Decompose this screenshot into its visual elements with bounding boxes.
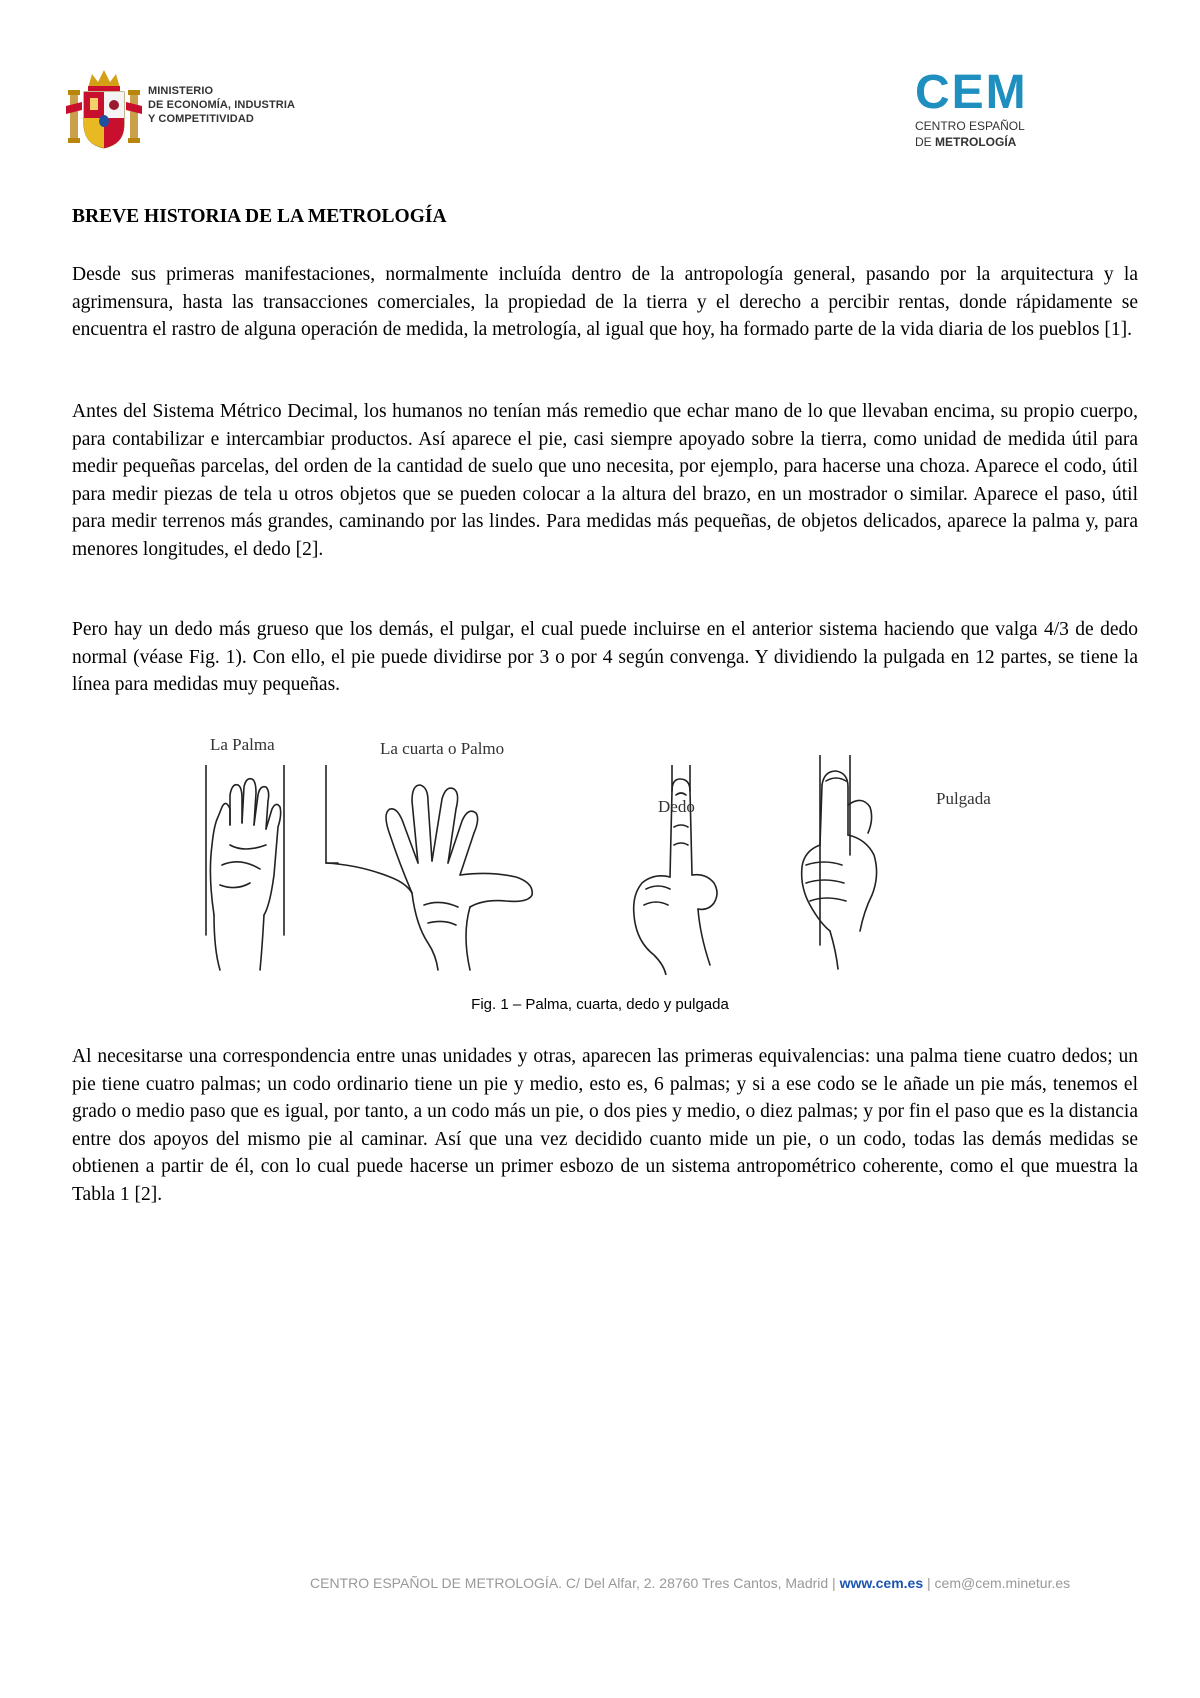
cem-line-1: CENTRO ESPAÑOL [915,119,1025,133]
footer-address: CENTRO ESPAÑOL DE METROLOGÍA. C/ Del Alfar, 2. 28760 Tres Cantos, Madrid | [310,1575,840,1591]
palm-hand-drawing [200,765,300,975]
footer [310,1575,1070,1591]
paragraph-2: Antes del Sistema Métrico Decimal, los humanos no tenían más remedio que echar mano de lo que llevaban encima, su propio cuerpo, para contabilizar e intercambiar productos. Así aparece el pie, casi siempre apoyado sobre la tierra, como unidad de medida útil para medir pequeñas parcelas, del orden de la cantidad de suelo que uno necesita, por ejemplo, para hacerse una choza. Aparece el codo, útil para medir piezas de tela u otros objetos que se pueden colocar a la altura del brazo, en un mostrador o similar. Aparece el paso, útil para medir terrenos más grandes, caminando por las lindes. Para medidas más pequeñas, de objetos delicados, aparece la palma y, para menores longitudes, el dedo [2]. [72,401,1138,560]
label-dedo: Dedo [658,797,695,816]
footer-separator: | [923,1575,935,1591]
cem-subtitle [915,118,1025,150]
finger-hand-drawing [610,765,750,975]
ministry-line-3: Y COMPETITIVIDAD [148,113,254,125]
footer-website-link[interactable]: www.cem.es [839,1575,924,1591]
ministry-line-1: MINISTERIO [148,85,214,97]
ministry-logo [66,66,366,150]
cem-line-2-prefix: DE [915,135,936,149]
paragraph-1: Desde sus primeras manifestaciones, normalmente incluída dentro de la antropología general, pasando por la arquitectura y la agrimensura, hasta las transacciones comerciales, la propiedad de la tierra y el derecho a percibir rentas, donde rápidamente se encuentra el rastro de alguna operación de medida, la metrología, al igual que hoy, ha formado parte de la vida diaria de los pueblos [1]. [72,264,1138,340]
cem-line-2 [915,134,1025,150]
thumb-hand-drawing [790,755,940,975]
figure-hands [190,725,1010,975]
label-pulgada: Pulgada [936,789,991,808]
ministry-name [148,84,295,126]
coat-of-arms-icon [66,66,142,150]
ministry-line-2: DE ECONOMÍA, INDUSTRIA [148,99,296,111]
paragraph-4: Al necesitarse una correspondencia entre unas unidades y otras, aparecen las primeras equivalencias: una palma tiene cuatro dedos; un pie tiene cuatro palmas; un codo ordinario tiene un pie y medio, esto es, 6 palmas; y si a ese codo se le añade un pie más, tenemos el grado o medio paso que es igual, por tanto, a un codo más un pie, o dos pies y medio, o diez palmas; y por fin el paso que es la distancia entre dos apoyos del mismo pie al caminar. Así que una vez decidido cuanto mide un pie, o un codo, todas las demás medidas se obtienen a partir de él, con lo cual puede hacerse un primer esbozo de un sistema antropométrico coherente, como el que muestra la Tabla 1 [2]. [72,1046,1138,1205]
cem-logo [915,66,1065,156]
cem-logo-mark [915,66,1035,114]
span-hand-drawing [320,765,560,975]
document-title: BREVE HISTORIA DE LA METROLOGÍA [72,206,447,227]
cem-line-2-bold: METROLOGÍA [935,135,1017,149]
footer-email-link[interactable]: cem@cem.minetur.es [934,1575,1071,1591]
label-cuarta: La cuarta o Palmo [380,739,505,758]
label-palma: La Palma [210,735,275,754]
paragraph-3: Pero hay un dedo más grueso que los demás, el pulgar, el cual puede incluirse en el anterior sistema haciendo que valga 4/3 de dedo normal (véase Fig. 1). Con ello, el pie puede dividirse por 3 o por 4 según convenga. Y dividiendo la pulgada en 12 partes, se tiene la línea para medidas muy pequeñas. [72,619,1138,695]
figure-caption: Fig. 1 – Palma, cuarta, dedo y pulgada [471,996,729,1013]
cem-logo-text: CEM [915,66,1028,114]
